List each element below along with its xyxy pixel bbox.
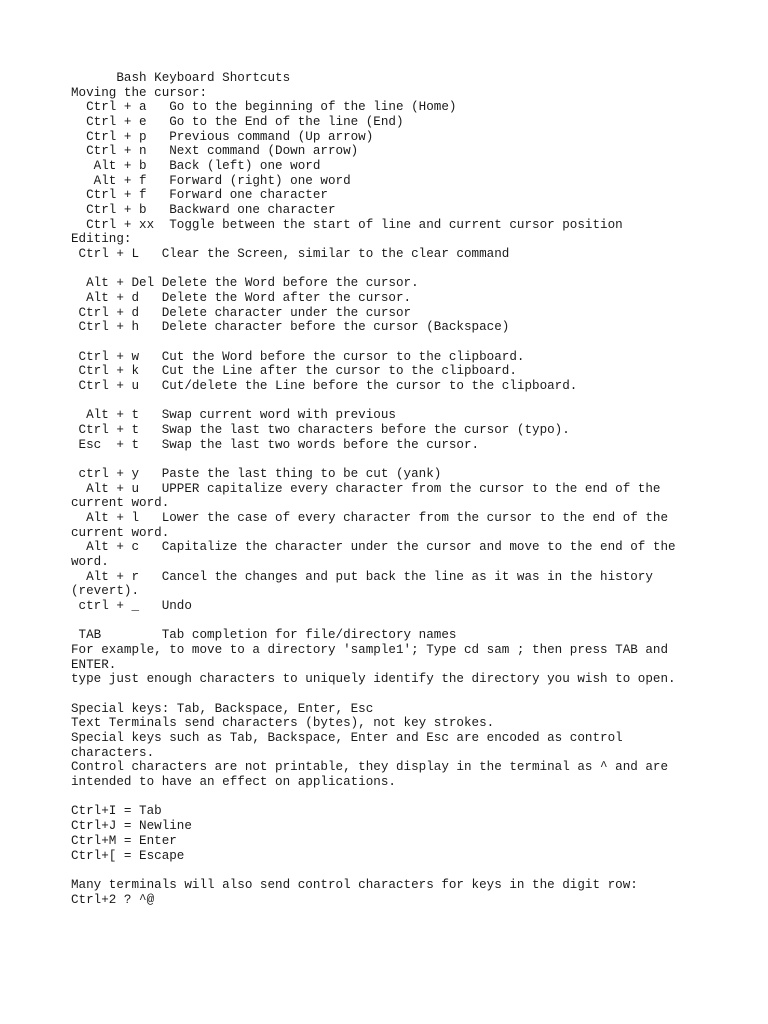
text-line: word. [71,555,109,570]
text-line: Alt + b Back (left) one word [71,159,321,174]
text-line: Alt + r Cancel the changes and put back the line as it was in the history [71,569,653,584]
text-line: Moving the cursor: [71,85,208,100]
text-line: Ctrl + k Cut the Line after the cursor to the clipboard. [71,364,517,379]
text-line: Ctrl + d Delete character under the cursor [71,305,412,320]
text-line: Alt + d Delete the Word after the cursor. [71,291,412,306]
text-line: For example, to move to a directory 'sample1'; Type cd sam ; then press TAB and [71,643,669,658]
text-line: Alt + c Capitalize the character under the cursor and move to the end of the [71,540,676,555]
text-line: Alt + u UPPER capitalize every character from the cursor to the end of the [71,481,661,496]
blank-line [71,687,676,702]
text-line: Ctrl + u Cut/delete the Line before the cursor to the clipboard. [71,379,578,394]
text-line: Esc + t Swap the last two words before the cursor. [71,437,480,452]
text-line: Ctrl+M = Enter [71,833,177,848]
text-line: Ctrl+I = Tab [71,804,162,819]
text-line: ctrl + y Paste the last thing to be cut (yank) [71,467,442,482]
blank-line [71,863,676,878]
text-line: Text Terminals send characters (bytes), not key strokes. [71,716,495,731]
text-line: Ctrl + w Cut the Word before the cursor to the clipboard. [71,349,525,364]
text-line: (revert). [71,584,140,599]
text-line: Special keys such as Tab, Backspace, Enter and Esc are encoded as control [71,731,623,746]
text-line: Ctrl+J = Newline [71,819,192,834]
text-line: Ctrl + p Previous command (Up arrow) [71,129,374,144]
text-line: Ctrl + b Backward one character [71,203,336,218]
text-line: Alt + Del Delete the Word before the cursor. [71,276,419,291]
text-line: Ctrl + e Go to the End of the line (End) [71,115,404,130]
blank-line [71,614,676,629]
text-line: characters. [71,745,155,760]
text-line: Ctrl + t Swap the last two characters before the cursor (typo). [71,423,570,438]
blank-line [71,394,676,409]
text-line: Ctrl + xx Toggle between the start of line and current cursor position [71,217,623,232]
text-line: Alt + t Swap current word with previous [71,408,396,423]
text-line: Ctrl + n Next command (Down arrow) [71,144,359,159]
text-line: type just enough characters to uniquely identify the directory you wish to open. [71,672,676,687]
blank-line [71,335,676,350]
document-text [71,71,676,907]
text-line: Ctrl+[ = Escape [71,848,185,863]
text-line: ENTER. [71,657,117,672]
text-line: current word. [71,496,170,511]
text-line: TAB Tab completion for file/directory names [71,628,457,643]
blank-line [71,452,676,467]
text-line: Ctrl + f Forward one character [71,188,328,203]
text-line: Ctrl + h Delete character before the cursor (Backspace) [71,320,510,335]
blank-line [71,262,676,277]
text-line: Ctrl + L Clear the Screen, similar to the clear command [71,247,510,262]
text-line: Special keys: Tab, Backspace, Enter, Esc [71,701,374,716]
text-line: ctrl + _ Undo [71,599,192,614]
text-line: Many terminals will also send control characters for keys in the digit row: [71,877,638,892]
text-line: Ctrl+2 ? ^@ [71,892,155,907]
text-line: Alt + f Forward (right) one word [71,173,351,188]
text-line: Control characters are not printable, they display in the terminal as ^ and are [71,760,669,775]
text-line: Ctrl + a Go to the beginning of the line (Home) [71,100,457,115]
text-line: Editing: [71,232,132,247]
text-line: intended to have an effect on applications. [71,775,396,790]
text-line: current word. [71,525,170,540]
text-line: Bash Keyboard Shortcuts [71,71,291,85]
text-line: Alt + l Lower the case of every character from the cursor to the end of the [71,511,669,526]
blank-line [71,790,676,805]
